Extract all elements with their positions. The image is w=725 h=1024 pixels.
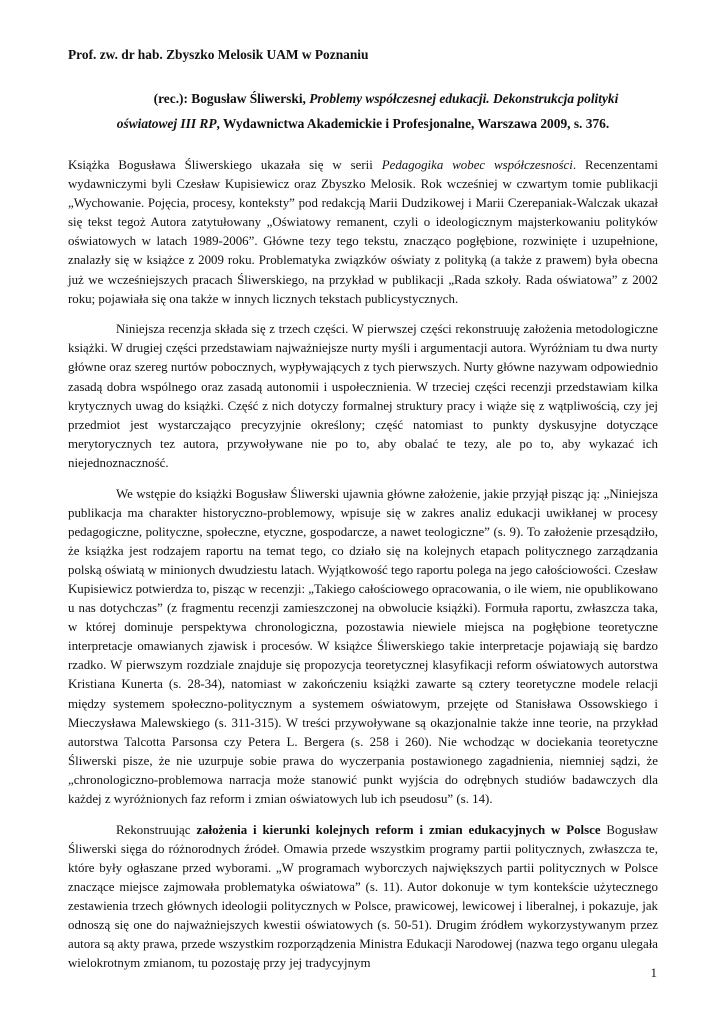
paragraph-2: Niniejsza recenzja składa się z trzech części. W pierwszej części rekonstruuję założenia metodologiczne książki. W drugiej części przedstawiam najważniejsze nurty myśli i argumentacji autora. Wyróżniam tu dwa nurty główne oraz szereg nurtów pobocznych, wypływających z tych pierwszych. Nurty główne nazywam odpowiednio zasadą dobra wspólnego oraz zasadą autonomii i uspołecznienia. W trzeciej części recenzji przedstawiam kilka krytycznych uwag do książki. Część z nich dotyczy formalnej struktury pracy i wiąże się z wątpliwością, czy jej przedmiot jest wystarczająco precyzyjnie określony; część natomiast to punkty dyskusyjne dotyczące merytorycznych tez autora, przywoływane nie po to, aby obalać te tezy, ale po to, aby wykazać ich niejednoznaczność. <box>68 322 658 470</box>
series-title: Pedagogika wobec współczesności <box>381 158 573 172</box>
paragraph-4-text-b: Bogusław Śliwerski sięga do różnorodnych źródeł. Omawia przede wszystkim programy partii politycznych, zwłaszcza te, które były ogłaszane przed wyborami. „W programach wyborczych największych partii politycznych w Polsce znaczące miejsce zajmowała problematyka oświatowa” (s. 11). Autor dokonuje w tym kontekście użytecznego zestawienia trzech głównych ideologii politycznych w Polsce, prawicowej, lewicowej i liberalnej, i pokazuje, jak odnoszą się one do najważniejszych kwestii oświatowych (s. 50-51). Drugim źródłem wykorzystywanym przez autora są akty prawa, przede wszystkim rozporządzenia Ministra Edukacji Narodowej (nazwa tego organu ulegała wielokrotnym zmianom, tu pozostaję przy jej tradycyjnym <box>68 822 658 971</box>
paragraph-1 <box>68 156 658 309</box>
review-heading-line-2 <box>68 111 658 136</box>
paragraph-4 <box>68 821 658 974</box>
review-heading-line-1 <box>68 86 658 111</box>
document-page <box>68 46 658 985</box>
paragraph-4-bold-phrase: założenia i kierunki kolejnych reform i zmian edukacyjnych w Polsce <box>196 822 601 837</box>
paragraph-3: We wstępie do książki Bogusław Śliwerski ujawnia główne założenie, jakie przyjął pisząc ją: „Niniejsza publikacja ma charakter historyczno-problemowy, wpisuje się w zakres analiz edukacji uwikłanej w procesy pedagogiczne, polityczne, społeczne, etyczne, gospodarcze, a nawet teologiczne” (s. 9). To założenie przesądziło, że książka jest rodzajem raportu na temat tego, co działo się na kolejnych etapach politycznego zarządzania polską oświatą w minionych dwudziestu latach. Wyjątkowość tego raportu polega na jego całościowości. Czesław Kupisiewicz potwierdza to, pisząc w recenzji: „Takiego całościowego opracowania, o ile wiem, nie opublikowano u nas dotychczas” (z fragmentu recenzji zamieszczonej na obwolucie książki). Formuła raportu, zwłaszcza taka, w której dominuje perspektywa chronologiczna, pozostawia niewiele miejsca na pogłębione teoretyczne interpretacje omawianych zjawisk i procesów. W książce Śliwerskiego takie interpretacje pojawiają się bardzo rzadko. W pierwszym rozdziale znajduje się propozycja teoretycznej klasyfikacji reform oświatowych autorstwa Kristiana Kunerta (s. 28-34), natomiast w zakończeniu książki zawarte są cztery teoretyczne modele relacji między systemem społeczno-politycznym a systemem oświatowym, przejęte od Stanisława Ossowskiego i Mieczysława Malewskiego (s. 311-315). W treści przywoływane są okazjonalnie także inne teorie, na przykład autorstwa Talcotta Parsonsa czy Petera L. Bergera (s. 258 i 260). Nie wchodząc w dociekania teoretyczne Śliwerski pisze, że nie uzurpuje sobie prawa do wyczerpania postawionego zagadnienia, niemniej sądzi, że „chronologiczno-problemowa narracja może stanowić punkt wyjścia do odrębnych studiów badawczych dla każdej z wyróżnionych faz reform i zmian oświatowych lub ich pseudosu” (s. 14). <box>68 486 658 806</box>
paragraph-1-text-b: . Recenzentami wydawniczymi byli Czesław Kupisiewicz oraz Zbyszko Melosik. Rok wcześniej w czwartym tomie publikacji „Wychowanie. Pojęcia, procesy, konteksty” pod redakcją Marii Dudzikowej i Marii Czerepaniak-Walczak ukazał się tekst tegoż Autora zatytułowany „Oświatowy remanent, czyli o ideologicznym majsterkowaniu polityków oświatowych w latach 1989-2006”. Główne tezy tego tekstu, znacząco pogłębione, rozwinięte i uzupełnione, znalazły się w książce z 2009 roku. Problematyka związków oświaty z polityką (a także z prawem) była obecna już we wcześniejszych pracach Śliwerskiego, na przykład w publikacji „Rada szkoły. Rada oświatowa” z 2002 roku; pojawiała się ona także w innych licznych tekstach publicystycznych. <box>68 158 658 306</box>
paragraph-1-text-a: Książka Bogusława Śliwerskiego ukazała się w serii <box>68 158 382 172</box>
paragraph-4-text-a: Rekonstruując <box>116 822 197 837</box>
review-heading <box>68 86 658 136</box>
review-heading-suffix: , Wydawnictwa Akademickie i Profesjonalne, Warszawa 2009, s. 376. <box>216 116 610 131</box>
review-book-title-part-2: oświatowej III RP <box>116 116 217 131</box>
review-heading-prefix: (rec.): Bogusław Śliwerski, <box>153 91 310 106</box>
page-number: 1 <box>650 965 657 980</box>
author-line: Prof. zw. dr hab. Zbyszko Melosik UAM w Poznaniu <box>68 47 369 62</box>
review-book-title-part-1: Problemy współczesnej edukacji. Dekonstrukcja polityki <box>309 91 619 106</box>
